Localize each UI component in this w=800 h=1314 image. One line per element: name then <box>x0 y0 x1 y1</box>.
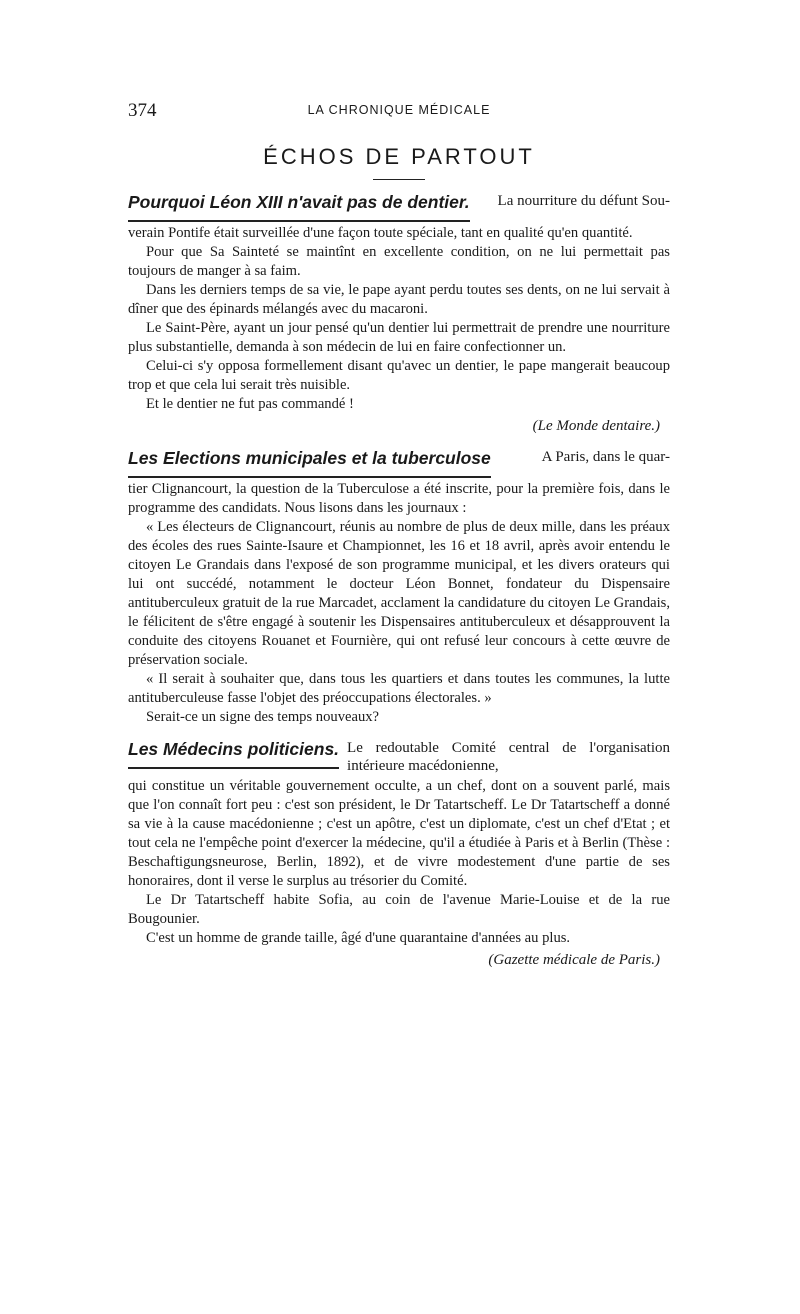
page <box>128 100 670 970</box>
paragraph: Le Saint-Père, ayant un jour pensé qu'un dentier lui permettrait de prendre une nourriture plus substantielle, demanda à son médecin de lui en faire confectionner un. <box>128 320 670 355</box>
article-lead: Le redoutable Comité central de l'organisation intérieure macédonienne, <box>347 740 670 774</box>
article-title: Pourquoi Léon XIII n'avait pas de dentier. <box>128 192 470 222</box>
paragraph: C'est un homme de grande taille, âgé d'une quarantaine d'années au plus. <box>146 930 571 946</box>
title-rule <box>373 179 425 180</box>
article-medecins-politiciens <box>128 739 670 970</box>
paragraph: « Les électeurs de Clignancourt, réunis au nombre de plus de deux mille, dans les préaux des écoles des rues Sainte-Isaure et Championnet, les 16 et 18 avril, après avoir entendu le citoyen Le Grandais dans l'exposé de son programme municipal, et les divers orateurs qui lui ont succédé, notamment le docteur Léon Bonnet, fondateur du Dispensaire antituberculeux gratuit de la rue Marcadet, acclament la candidature du citoyen Le Grandais, le félicitent de s'être engagé à soutenir les Dispensaires antituberculeux et désapprouvent la conduite des citoyens Rouanet et Fournière, qui ont refusé leur concours à cette œuvre de préservation sociale. <box>128 519 670 668</box>
paragraph: « Il serait à souhaiter que, dans tous les quartiers et dans toutes les communes, la lutte antituberculeuse fasse l'objet des préoccupations électorales. » <box>128 671 670 706</box>
paragraph: Le Dr Tatartscheff habite Sofia, au coin de l'avenue Marie-Louise et de la rue Bougounier. <box>128 892 670 927</box>
paragraph: verain Pontife était surveillée d'une façon toute spéciale, tant en qualité qu'en quantité. <box>128 225 633 241</box>
running-header <box>128 100 670 124</box>
article-title: Les Médecins politiciens. <box>128 739 339 769</box>
article-source: (Le Monde dentaire.) <box>532 418 660 434</box>
article-head <box>128 192 670 222</box>
paragraph: tier Clignancourt, la question de la Tuberculose a été inscrite, pour la première fois, dans le programme des candidats. Nous lisons dans les journaux : <box>128 481 670 516</box>
article-elections <box>128 448 670 727</box>
page-number: 374 <box>128 100 157 121</box>
article-title: Les Elections municipales et la tuberculose <box>128 448 491 478</box>
paragraph: Celui-ci s'y opposa formellement disant qu'avec un dentier, le pape mangerait beaucoup trop et que cela lui serait très nuisible. <box>128 358 670 393</box>
article-lead: La nourriture du défunt Sou- <box>497 193 670 209</box>
paragraph: Pour que Sa Sainteté se maintînt en excellente condition, on ne lui permettait pas toujours de manger à sa faim. <box>128 244 670 279</box>
paragraph: Et le dentier ne fut pas commandé ! <box>146 396 354 412</box>
journal-title: LA CHRONIQUE MÉDICALE <box>307 103 491 117</box>
article-head <box>128 448 670 478</box>
section-title: ÉCHOS DE PARTOUT <box>263 144 535 169</box>
paragraph: Serait-ce un signe des temps nouveaux? <box>146 709 380 725</box>
paragraph: qui constitue un véritable gouvernement occulte, a un chef, dont on a souvent parlé, mais que l'on connaît fort peu : c'est son président, le Dr Tatartscheff. Le Dr Tatartscheff a donné sa vie à la cause macédonienne ; c'est un apôtre, c'est un diplomate, c'est un chef d'Etat ; et tout cela ne l'empêche point d'exercer la médecine, qu'il a étudiée à Paris et à Berlin (Thèse : Beschaftigungsneurose, Berlin, 1892), et de vivre modestement d'une partie de ses honoraires, dont il verse le surplus au trésorier du Comité. <box>128 778 670 889</box>
paragraph: Dans les derniers temps de sa vie, le pape ayant perdu toutes ses dents, on ne lui servait à dîner que des épinards mélangés avec du macaroni. <box>128 282 670 317</box>
article-leon-xiii <box>128 192 670 436</box>
article-head <box>128 739 670 775</box>
article-lead: A Paris, dans le quar- <box>541 449 670 465</box>
article-source: (Gazette médicale de Paris.) <box>488 952 660 968</box>
